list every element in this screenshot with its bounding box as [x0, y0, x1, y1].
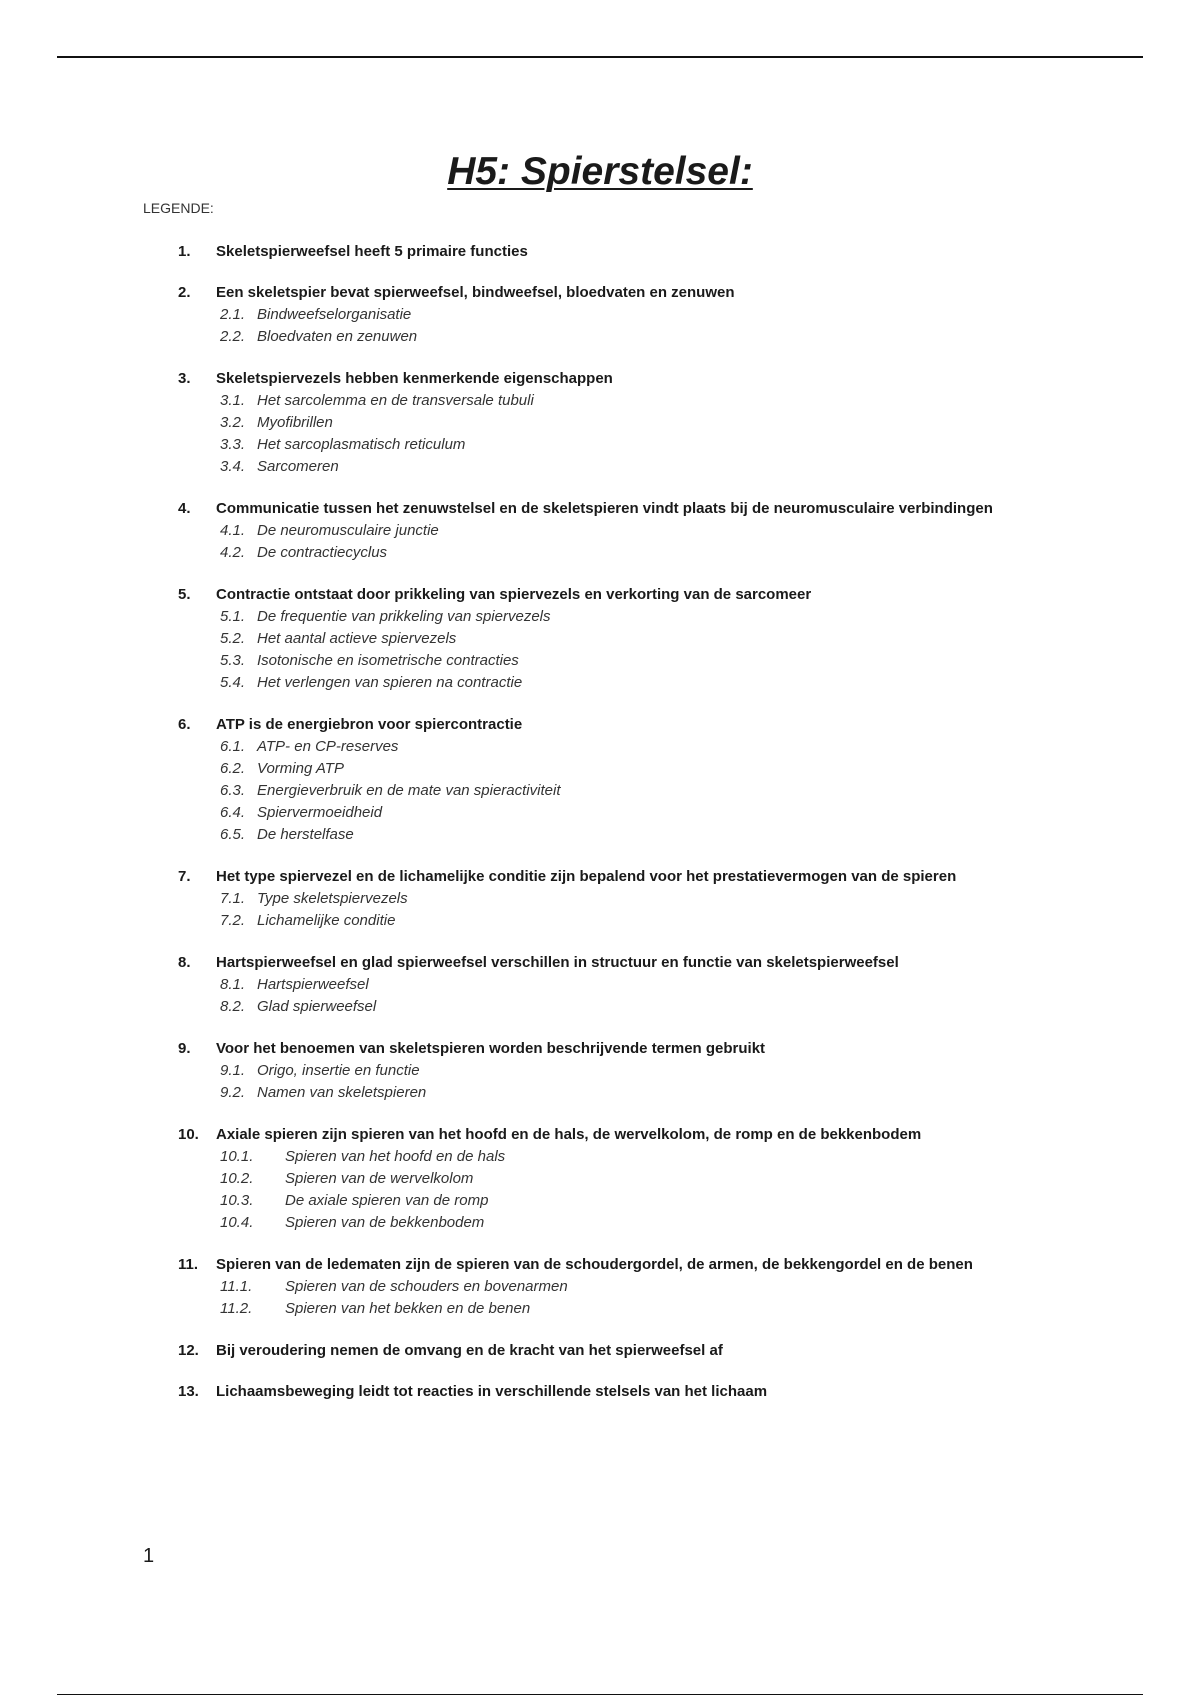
toc-section: [178, 1038, 1128, 1104]
subsection-item: [178, 910, 1128, 932]
section-title: Contractie ontstaat door prikkeling van spiervezels en verkorting van de sarcomeer: [216, 586, 812, 603]
subsection-number: 3.1.: [220, 392, 246, 409]
subsection-item: [178, 758, 1128, 780]
subsection-item: [178, 1146, 1128, 1168]
subsection-number: 4.1.: [220, 522, 246, 539]
subsection-item: [178, 542, 1128, 564]
subsection-number: 10.4.: [220, 1214, 254, 1231]
section-heading: [178, 1038, 1128, 1060]
section-title: ATP is de energiebron voor spiercontractie: [216, 716, 523, 733]
section-number: 4.: [178, 500, 191, 517]
section-heading: [178, 241, 1128, 263]
section-number: 8.: [178, 954, 191, 971]
subsection-item: [178, 326, 1128, 348]
subsection-number: 6.2.: [220, 760, 246, 777]
subsection-title: Myofibrillen: [257, 414, 333, 431]
subsection-number: 6.1.: [220, 738, 246, 755]
subsection-title: Energieverbruik en de mate van spieractiviteit: [257, 782, 561, 799]
subsection-number: 11.1.: [220, 1278, 253, 1295]
subsection-title: Hartspierweefsel: [257, 976, 369, 993]
subsection-item: [178, 390, 1128, 412]
section-heading: [178, 368, 1128, 390]
subsection-number: 5.1.: [220, 608, 246, 625]
toc-section: [178, 241, 1128, 263]
toc-section: [178, 584, 1128, 694]
header-rule: [57, 56, 1143, 58]
subsection-item: [178, 1298, 1128, 1320]
subsection-number: 5.3.: [220, 652, 246, 669]
section-number: 11.: [178, 1256, 199, 1273]
subsection-number: 3.4.: [220, 458, 246, 475]
subsection-number: 6.3.: [220, 782, 246, 799]
subsection-item: [178, 456, 1128, 478]
subsection-title: Spiervermoeidheid: [257, 804, 383, 821]
subsection-title: Spieren van de wervelkolom: [285, 1170, 474, 1187]
section-heading: [178, 1340, 1128, 1362]
section-number: 10.: [178, 1126, 199, 1143]
subsection-number: 10.2.: [220, 1170, 254, 1187]
subsection-number: 8.1.: [220, 976, 246, 993]
subsection-number: 3.2.: [220, 414, 246, 431]
section-heading: [178, 498, 1128, 520]
section-title: Communicatie tussen het zenuwstelsel en de skeletspieren vindt plaats bij de neuromusculaire verbindingen: [216, 500, 993, 517]
subsection-item: [178, 1082, 1128, 1104]
subsection-title: Bloedvaten en zenuwen: [257, 328, 418, 345]
subsection-title: Het verlengen van spieren na contractie: [257, 674, 523, 691]
subsection-number: 11.2.: [220, 1300, 253, 1317]
page-number: 1: [143, 1545, 155, 1567]
toc-section: [178, 368, 1128, 478]
subsection-title: Vorming ATP: [257, 760, 344, 777]
toc-section: [178, 1254, 1128, 1320]
subsection-item: [178, 412, 1128, 434]
footer-rule: [57, 1694, 1143, 1695]
page-title: H5: Spierstelsel:: [447, 150, 753, 193]
subsection-number: 6.4.: [220, 804, 246, 821]
subsection-title: Isotonische en isometrische contracties: [257, 652, 519, 669]
subsection-item: [178, 736, 1128, 758]
subsection-title: Sarcomeren: [257, 458, 339, 475]
subsection-item: [178, 628, 1128, 650]
subsection-item: [178, 1276, 1128, 1298]
subsection-number: 7.2.: [220, 912, 246, 929]
subsection-number: 2.1.: [220, 306, 246, 323]
toc-section: [178, 282, 1128, 348]
section-title: Axiale spieren zijn spieren van het hoofd en de hals, de wervelkolom, de romp en de bekkenbodem: [216, 1126, 922, 1143]
section-number: 3.: [178, 370, 191, 387]
subsection-title: Het aantal actieve spiervezels: [257, 630, 457, 647]
section-heading: [178, 952, 1128, 974]
section-heading: [178, 866, 1128, 888]
subsection-item: [178, 996, 1128, 1018]
section-number: 7.: [178, 868, 191, 885]
subsection-title: Origo, insertie en functie: [257, 1062, 420, 1079]
subsection-number: 10.1.: [220, 1148, 254, 1165]
subsection-title: De neuromusculaire junctie: [257, 522, 439, 539]
toc-section: [178, 952, 1128, 1018]
subsection-item: [178, 1060, 1128, 1082]
subsection-item: [178, 1168, 1128, 1190]
section-number: 1.: [178, 243, 191, 260]
subsection-title: Spieren van het hoofd en de hals: [285, 1148, 506, 1165]
section-number: 5.: [178, 586, 191, 603]
subsection-title: Spieren van het bekken en de benen: [285, 1300, 531, 1317]
table-of-contents: [178, 241, 1128, 1422]
section-heading: [178, 584, 1128, 606]
subsection-title: Het sarcoplasmatisch reticulum: [257, 436, 466, 453]
subsection-title: Type skeletspiervezels: [257, 890, 408, 907]
subsection-item: [178, 780, 1128, 802]
subsection-number: 5.4.: [220, 674, 246, 691]
subsection-title: Bindweefselorganisatie: [257, 306, 412, 323]
subsection-number: 5.2.: [220, 630, 246, 647]
subsection-item: [178, 606, 1128, 628]
section-heading: [178, 714, 1128, 736]
subsection-title: Glad spierweefsel: [257, 998, 377, 1015]
subsection-title: De herstelfase: [257, 826, 354, 843]
section-title: Hartspierweefsel en glad spierweefsel verschillen in structuur en functie van skeletspierweefsel: [216, 954, 899, 971]
subsection-item: [178, 520, 1128, 542]
subsection-item: [178, 1212, 1128, 1234]
section-number: 2.: [178, 284, 191, 301]
section-title: Skeletspierweefsel heeft 5 primaire functies: [216, 243, 528, 260]
legend-label: LEGENDE:: [143, 200, 214, 216]
subsection-number: 7.1.: [220, 890, 246, 907]
section-title: Bij veroudering nemen de omvang en de kracht van het spierweefsel af: [216, 1342, 723, 1359]
section-title: Voor het benoemen van skeletspieren worden beschrijvende termen gebruikt: [216, 1040, 766, 1057]
subsection-title: Spieren van de bekkenbodem: [285, 1214, 485, 1231]
toc-section: [178, 866, 1128, 932]
subsection-number: 3.3.: [220, 436, 246, 453]
section-number: 9.: [178, 1040, 191, 1057]
subsection-number: 2.2.: [220, 328, 246, 345]
subsection-number: 9.2.: [220, 1084, 246, 1101]
subsection-title: De axiale spieren van de romp: [285, 1192, 489, 1209]
subsection-title: ATP- en CP-reserves: [257, 738, 399, 755]
subsection-item: [178, 672, 1128, 694]
subsection-item: [178, 888, 1128, 910]
subsection-title: Spieren van de schouders en bovenarmen: [285, 1278, 568, 1295]
section-number: 13.: [178, 1383, 199, 1400]
section-number: 12.: [178, 1342, 199, 1359]
subsection-title: Namen van skeletspieren: [257, 1084, 427, 1101]
section-heading: [178, 1381, 1128, 1403]
toc-section: [178, 1340, 1128, 1362]
section-title: Het type spiervezel en de lichamelijke conditie zijn bepalend voor het prestatievermogen van de spieren: [216, 868, 957, 885]
toc-section: [178, 1124, 1128, 1234]
subsection-item: [178, 650, 1128, 672]
subsection-title: Het sarcolemma en de transversale tubuli: [257, 392, 534, 409]
subsection-item: [178, 434, 1128, 456]
subsection-number: 8.2.: [220, 998, 246, 1015]
subsection-number: 6.5.: [220, 826, 246, 843]
section-title: Skeletspiervezels hebben kenmerkende eigenschappen: [216, 370, 613, 387]
section-number: 6.: [178, 716, 191, 733]
subsection-item: [178, 304, 1128, 326]
section-heading: [178, 282, 1128, 304]
section-heading: [178, 1254, 1128, 1276]
toc-section: [178, 714, 1128, 846]
subsection-number: 10.3.: [220, 1192, 254, 1209]
subsection-title: De frequentie van prikkeling van spiervezels: [257, 608, 551, 625]
section-heading: [178, 1124, 1128, 1146]
subsection-item: [178, 974, 1128, 996]
section-title: Een skeletspier bevat spierweefsel, bindweefsel, bloedvaten en zenuwen: [216, 284, 735, 301]
section-title: Lichaamsbeweging leidt tot reacties in verschillende stelsels van het lichaam: [216, 1383, 768, 1400]
subsection-item: [178, 824, 1128, 846]
toc-section: [178, 1381, 1128, 1403]
section-title: Spieren van de ledematen zijn de spieren van de schoudergordel, de armen, de bekkengordel en de benen: [216, 1256, 973, 1273]
subsection-item: [178, 1190, 1128, 1212]
subsection-item: [178, 802, 1128, 824]
subsection-number: 9.1.: [220, 1062, 246, 1079]
subsection-title: Lichamelijke conditie: [257, 912, 396, 929]
subsection-title: De contractiecyclus: [257, 544, 388, 561]
subsection-number: 4.2.: [220, 544, 246, 561]
toc-section: [178, 498, 1128, 564]
